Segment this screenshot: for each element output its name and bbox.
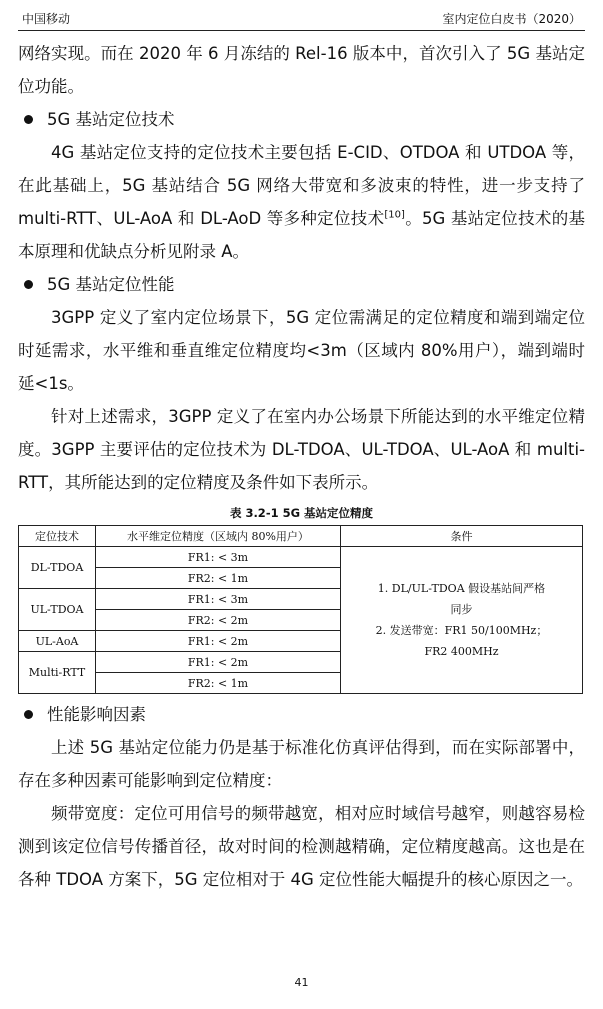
- accuracy-cell: FR1: < 2m: [95, 652, 340, 673]
- bullet-heading-1-text: 5G 基站定位技术: [47, 110, 175, 129]
- accuracy-cell: FR1: < 2m: [95, 631, 340, 652]
- tech-cell: UL-AoA: [19, 631, 96, 652]
- page-body: [18, 37, 585, 896]
- header-condition: 条件: [340, 526, 582, 547]
- tech-cell: UL-TDOA: [19, 589, 96, 631]
- paragraph-5: 上述 5G 基站定位能力仍是基于标准化仿真评估得到，而在实际部署中，存在多种因素可能影响到定位精度：: [18, 738, 585, 790]
- paragraph-2-tail: 。5G 基站定位技术的基本原理和优缺点分析见附录 A。: [18, 209, 586, 261]
- paragraph-3: 3GPP 定义了室内定位场景下，5G 定位需满足的定位精度和端到端定位时延需求，水平维和垂直维定位精度均<3m（区域内 80%用户），端到端时延<1s。: [18, 308, 585, 393]
- accuracy-cell: FR2: < 2m: [95, 610, 340, 631]
- condition-line: 1. DL/UL-TDOA 假设基站间严格: [377, 582, 546, 595]
- table-header-row: [19, 526, 583, 547]
- accuracy-cell: FR2: < 1m: [95, 568, 340, 589]
- bullet-dot-icon: [24, 710, 33, 719]
- table-row: [19, 547, 583, 568]
- paragraph-2: [18, 136, 585, 268]
- bullet-heading-2-text: 5G 基站定位性能: [47, 275, 175, 294]
- bullet-heading-2: [18, 268, 585, 301]
- condition-line: 2. 发送带宽：FR1 50/100MHz；: [375, 624, 548, 637]
- bullet-heading-3: [18, 698, 585, 731]
- bullet-heading-1: [18, 103, 585, 136]
- paragraph-2-text: 4G 基站定位支持的定位技术主要包括 E-CID、OTDOA 和 UTDOA 等，在此基础上，5G 基站结合 5G 网络大带宽和多波束的特性，进一步支持了 multi-RTT、UL-AoA 和 DL-AoD 等多种定位技术: [18, 143, 585, 228]
- accuracy-cell: FR2: < 1m: [95, 673, 340, 694]
- reference-10: [10]: [384, 209, 405, 221]
- accuracy-cell: FR1: < 3m: [95, 589, 340, 610]
- bullet-heading-3-text: 性能影响因素: [47, 705, 146, 724]
- page-number: 41: [294, 976, 309, 989]
- bullet-dot-icon: [24, 115, 33, 124]
- header-accuracy: 水平维定位精度（区域内 80%用户）: [95, 526, 340, 547]
- bullet-dot-icon: [24, 280, 33, 289]
- header-rule: [18, 30, 585, 31]
- accuracy-cell: FR1: < 3m: [95, 547, 340, 568]
- page-header: [22, 0, 581, 30]
- condition-cell: [340, 547, 582, 694]
- condition-line: FR2 400MHz: [424, 645, 499, 658]
- header-left: 中国移动: [22, 12, 71, 26]
- paragraph-1: 网络实现。而在 2020 年 6 月冻结的 Rel-16 版本中，首次引入了 5G 基站定位功能。: [18, 44, 585, 96]
- tech-cell: Multi-RTT: [19, 652, 96, 694]
- condition-line: 同步: [450, 603, 473, 616]
- positioning-accuracy-table: [18, 525, 583, 694]
- paragraph-4: 针对上述需求，3GPP 定义了在室内办公场景下所能达到的水平维定位精度。3GPP 主要评估的定位技术为 DL-TDOA、UL-TDOA、UL-AoA 和 multi-RTT，其所能达到的定位精度及条件如下表所示。: [18, 407, 585, 492]
- tech-cell: DL-TDOA: [19, 547, 96, 589]
- paragraph-6: 频带宽度：定位可用信号的频带越宽，相对应时域信号越窄，则越容易检测到该定位信号传播首径，故对时间的检测越精确，定位精度越高。这也是在各种 TDOA 方案下，5G 定位相对于 4G 定位性能大幅提升的核心原因之一。: [18, 804, 585, 889]
- header-technology: 定位技术: [19, 526, 96, 547]
- header-right: 室内定位白皮书（2020）: [442, 12, 581, 26]
- table-caption: 表 3.2-1 5G 基站定位精度: [229, 506, 374, 520]
